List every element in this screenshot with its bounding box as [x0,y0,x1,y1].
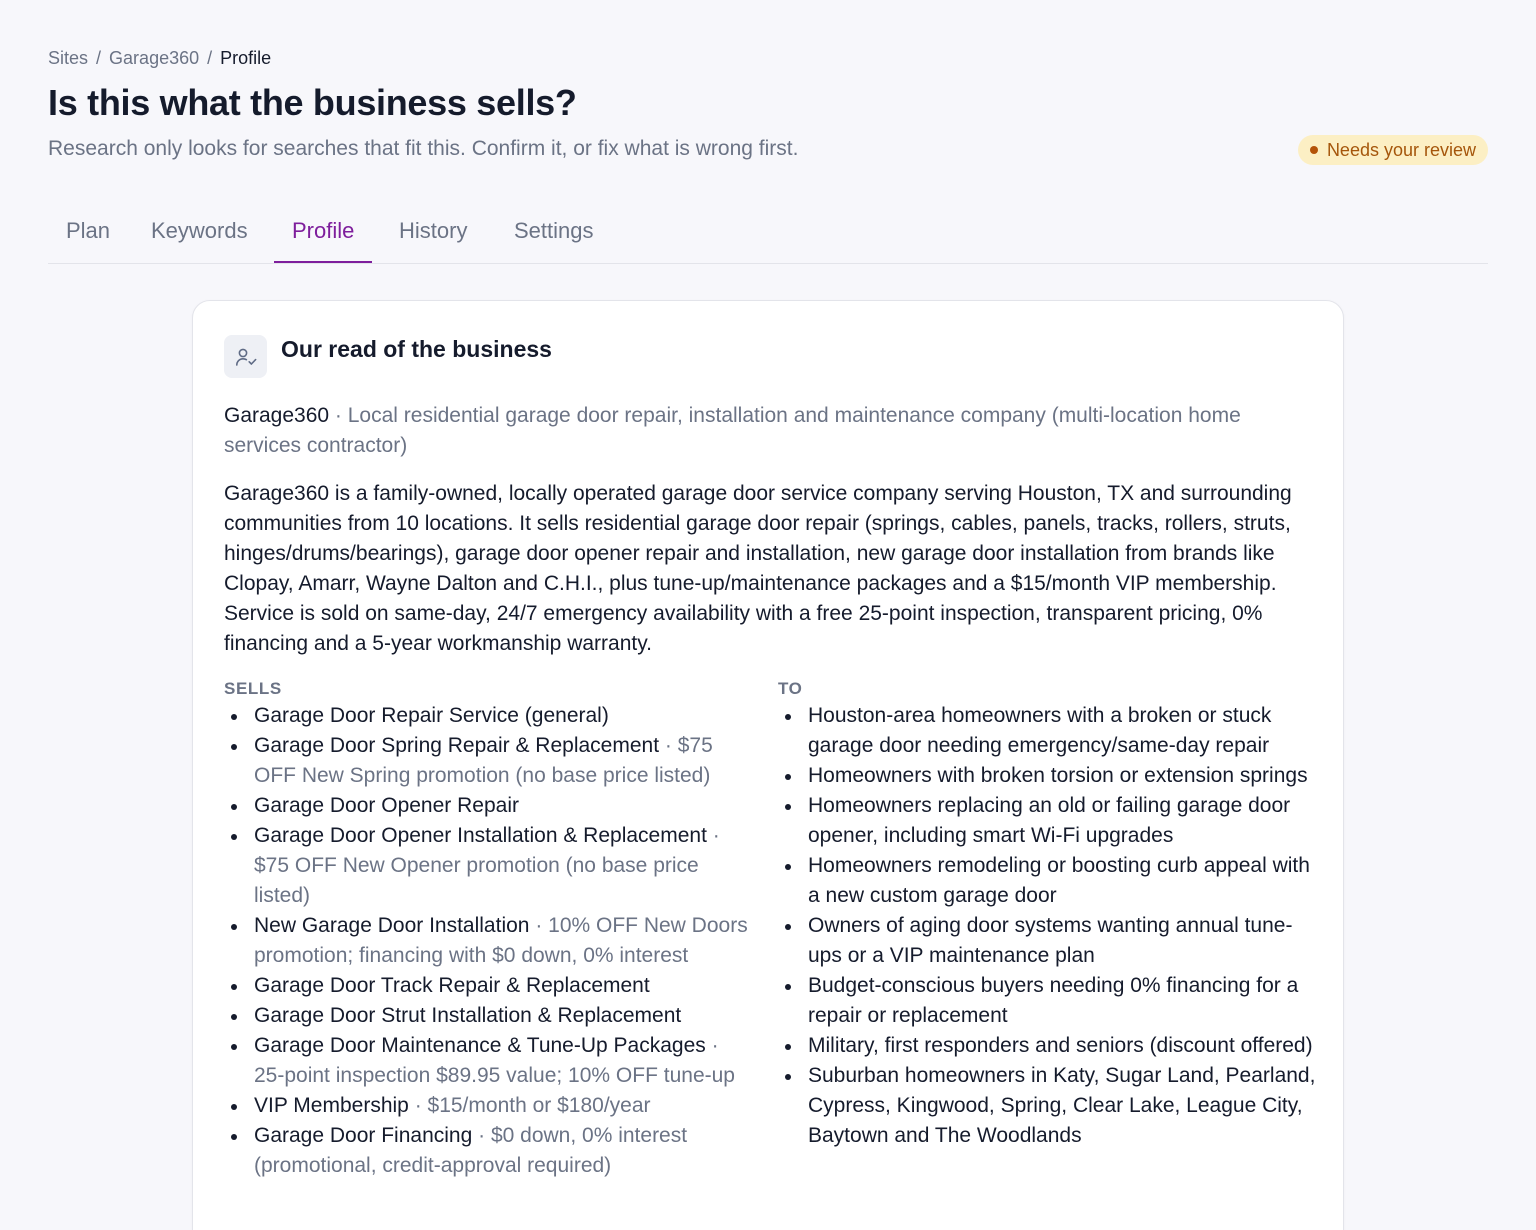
sells-list-item [224,1001,754,1031]
business-type: · Local residential garage door repair, installation and maintenance company (multi-location home services contractor) [224,404,1241,457]
sells-list-item [224,821,754,911]
sells-list-item [224,1121,754,1181]
business-summary [224,401,1319,461]
audience-list-item: Budget-conscious buyers needing 0% financing for a repair or replacement [778,971,1318,1031]
breadcrumb-separator: / [207,48,213,68]
sells-list-item [224,971,754,1001]
audience-list-item: Military, first responders and seniors (discount offered) [778,1031,1318,1061]
breadcrumb-separator: / [96,48,102,68]
sells-list [224,701,754,1181]
audience-list-item: Homeowners with broken torsion or extension springs [778,761,1318,791]
breadcrumb [48,48,271,69]
tab-history[interactable]: History [399,218,468,243]
page-title: Is this what the business sells? [48,82,577,123]
offering-name: Garage Door Strut Installation & Replacement [254,1004,682,1027]
tab-profile[interactable]: Profile [274,200,372,263]
sells-list-item [224,791,754,821]
offering-note: · $75 OFF New Spring promotion (no base price listed) [254,734,713,787]
audience-list-item: Suburban homeowners in Katy, Sugar Land, Pearland, Cypress, Kingwood, Spring, Clear Lake, League City, Baytown and The Woodlands [778,1061,1318,1151]
status-dot-icon [1310,146,1318,154]
business-description: Garage360 is a family-owned, locally operated garage door service company serving Houston, TX and surrounding communities from 10 locations. It sells residential garage door repair (springs, cables, panels, tracks, rollers, struts, hinges/drums/bearings), garage door opener repair and installation, new garage door installation from brands like Clopay, Amarr, Wayne Dalton and C.H.I., plus tune-up/maintenance packages and a $15/month VIP membership. Service is sold on same-day, 24/7 emergency availability with a free 25-point inspection, transparent pricing, 0% financing and a 5-year workmanship warranty. [224,482,1292,655]
offering-name: Garage Door Opener Installation & Replacement [254,824,707,847]
audience-list-item: Homeowners replacing an old or failing garage door opener, including smart Wi-Fi upgrades [778,791,1318,851]
offering-name: VIP Membership [254,1094,409,1117]
offering-name: Garage Door Repair Service (general) [254,704,609,727]
page-subtitle: Research only looks for searches that fit this. Confirm it, or fix what is wrong first. [48,137,799,160]
sells-heading: SELLS [224,679,282,698]
offering-note: · 10% OFF New Doors promotion; financing with $0 down, 0% interest [254,914,748,967]
tab-plan[interactable]: Plan [66,218,111,243]
offering-name: Garage Door Financing [254,1124,473,1147]
offering-name: Garage Door Spring Repair & Replacement [254,734,660,757]
audience-list [778,701,1318,1151]
breadcrumb-current: Profile [220,48,272,68]
tab-keywords[interactable]: Keywords [151,218,248,243]
audience-list-item: Owners of aging door systems wanting annual tune-ups or a VIP maintenance plan [778,911,1318,971]
sells-column [224,679,754,1181]
offering-name: New Garage Door Installation [254,914,530,937]
audience-list-item: Homeowners remodeling or boosting curb appeal with a new custom garage door [778,851,1318,911]
audience-heading: TO [778,679,803,698]
tab-settings[interactable]: Settings [514,218,594,243]
breadcrumb-sites[interactable]: Sites [48,48,89,68]
sells-list-item [224,911,754,971]
user-check-icon [224,335,267,378]
offering-name: Garage Door Maintenance & Tune-Up Packages [254,1034,706,1057]
card-title: Our read of the business [281,336,552,362]
offering-note: · 25-point inspection $89.95 value; 10% OFF tune-up [254,1034,735,1087]
sells-list-item [224,1031,754,1091]
offering-note: · $15/month or $180/year [408,1094,651,1117]
status-badge-label: Needs your review [1326,139,1476,160]
breadcrumb-site[interactable]: Garage360 [109,48,200,68]
sells-list-item [224,1091,754,1121]
offering-name: Garage Door Opener Repair [254,794,519,817]
sells-list-item [224,701,754,731]
offering-name: Garage Door Track Repair & Replacement [254,974,650,997]
audience-column [778,679,1318,1151]
business-name: Garage360 [224,404,330,427]
business-profile-card [192,300,1344,1230]
status-badge [1298,135,1488,165]
audience-list-item: Houston-area homeowners with a broken or stuck garage door needing emergency/same-day repair [778,701,1318,761]
offering-note: · $75 OFF New Opener promotion (no base price listed) [254,824,720,907]
tab-bar [48,200,1488,264]
offering-note: · $0 down, 0% interest (promotional, credit-approval required) [254,1124,688,1177]
sells-list-item [224,731,754,791]
